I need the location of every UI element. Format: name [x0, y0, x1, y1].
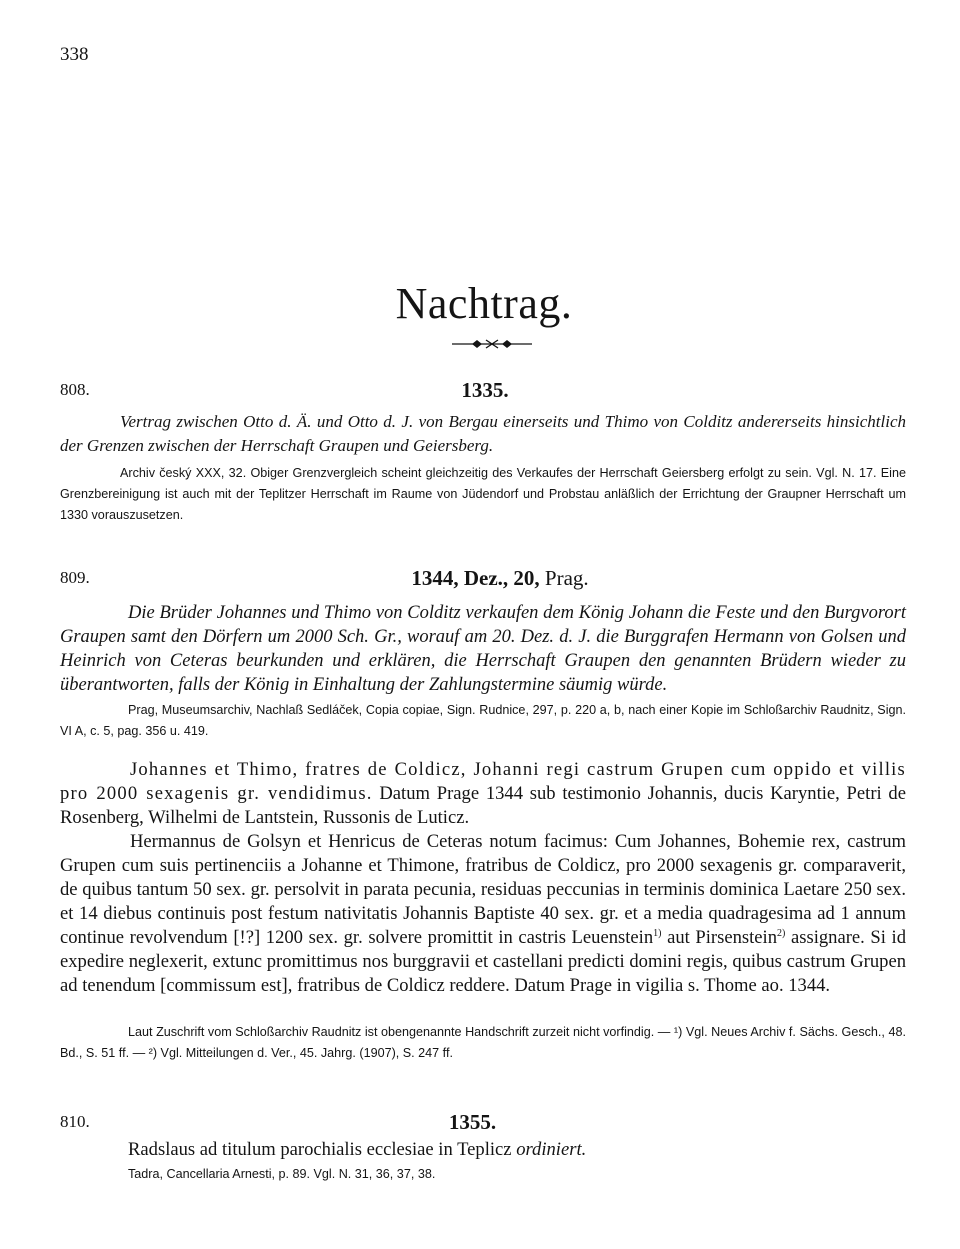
- text-paragraph-2-a: Hermannus de Golsyn et Henricus de Ceteras notum facimus: Cum Johannes, Bohemie rex, castrum Grupen cum suis pertinenciis a Johanne et Thimone, fratribus de Coldicz, pro 2000 sexagenis gr. comparaverit, de quibus tantum 50 sex. gr. persolvit in parata pecunia, residuas peccunias in terminis dominica Laetare 250 sex. et 14 diebus continuis post festum nativitatis Johannis Baptiste 40 sex. gr. et a media quadragesima ad 1 annum continue revolvendum [!?] 1200 sex. gr. solvere promittit in castris Leuenstein: [60, 831, 906, 948]
- entry-source: Archiv český XXX, 32. Obiger Grenzvergleich scheint gleichzeitig des Verkaufes der Herrschaft Geiersberg erfolgt zu sein. Vgl. N. 17. Eine Grenzbereinigung ist auch mit der Teplitzer Herrschaft im Raume von Jüdendorf und Probstau anläßlich der Errichtung der Graupner Herrschaft um 1330 vorauszusetzen.: [60, 466, 906, 522]
- entry-date: [0, 378, 960, 403]
- entry-source: Tadra, Cancellaria Arnesti, p. 89. Vgl. N. 31, 36, 37, 38.: [128, 1167, 436, 1181]
- entry-regest-italic: ordiniert.: [516, 1139, 587, 1160]
- entry-footnote: Laut Zuschrift vom Schloßarchiv Raudnitz ist obengenannte Handschrift zurzeit nicht vorfindig. — ¹) Vgl. Neues Archiv f. Sächs. Gesch., 48. Bd., S. 51 ff. — ²) Vgl. Mitteilungen d. Ver., 45. Jahrg. (1907), S. 247 ff.: [60, 1025, 906, 1060]
- entry-regest: Vertrag zwischen Otto d. Ä. und Otto d. J. von Bergau einerseits und Thimo von Colditz andererseits hinsichtlich der Grenzen zwischen der Herrschaft Graupen und Geiersberg.: [60, 412, 906, 455]
- ornament-divider: [452, 338, 532, 350]
- entry-date-text: 1335.: [461, 378, 509, 402]
- footnote-ref-1: 1): [653, 927, 662, 939]
- entry-regest: [128, 1138, 918, 1162]
- entry-date-text: 1344, Dez., 20,: [411, 566, 540, 590]
- text-paragraph-2-b: aut Pirsenstein: [661, 927, 778, 948]
- entry-text: [60, 758, 906, 998]
- entry-source: Prag, Museumsarchiv, Nachlaß Sedláček, Copia copiae, Sign. Rudnice, 297, p. 220 a, b, nach einer Kopie im Schloßarchiv Raudnitz, Sign. VI A, c. 5, pag. 356 u. 419.: [60, 703, 906, 738]
- entry-number: 809.: [60, 568, 90, 587]
- entry-place: Prag.: [544, 566, 589, 590]
- text-paragraph-2: [60, 830, 906, 998]
- entry-number: 810.: [60, 1112, 90, 1131]
- entry-date: [0, 1110, 945, 1135]
- text-paragraph-1-rest: Datum Prage 1344 sub testimonio Johannis, ducis Karyntie, Petri de Rosenberg, Wilhelmi de Lantstein, Russonis de Luticz.: [60, 783, 906, 828]
- text-paragraph-1-spaced: Johannes et Thimo, fratres de Coldicz, Johanni regi castrum Grupen cum oppido et villis pro 2000 sexagenis gr. vendidimus.: [60, 759, 906, 804]
- page-number: 338: [60, 44, 89, 65]
- entry-number: 808.: [60, 380, 90, 399]
- entry-date-text: 1355.: [448, 1110, 497, 1134]
- footnote-ref-2: 2): [777, 927, 786, 939]
- entry-regest: Die Brüder Johannes und Thimo von Colditz verkaufen dem König Johann die Feste und den Burgvorort Graupen samt den Dörfern um 2000 Sch. Gr., worauf am 20. Dez. d. J. die Burggrafen Hermann von Golsen und Heinrich von Ceteras beurkunden und erklären, die Herrschaft Graupen den genannten Brüdern wieder zu überantworten, falls der König in Einhaltung der Zahlungstermine säumig würde.: [60, 603, 906, 695]
- entry-date: [0, 566, 960, 591]
- text-paragraph-1: [60, 758, 906, 830]
- entry-regest-plain: Radslaus ad titulum parochialis ecclesiae in Teplicz: [128, 1139, 517, 1160]
- text-paragraph-2-c: assignare. Si id expedire neglexerit, extunc promittimus nos burggravii et castellani predicti domini regis, quibus castrum Grupen ad tenendum [commissum est], fratribus de Coldicz reddere. Datum Prage in vigilia s. Thome ao. 1344.: [60, 927, 906, 996]
- page-title: Nachtrag.: [395, 279, 573, 328]
